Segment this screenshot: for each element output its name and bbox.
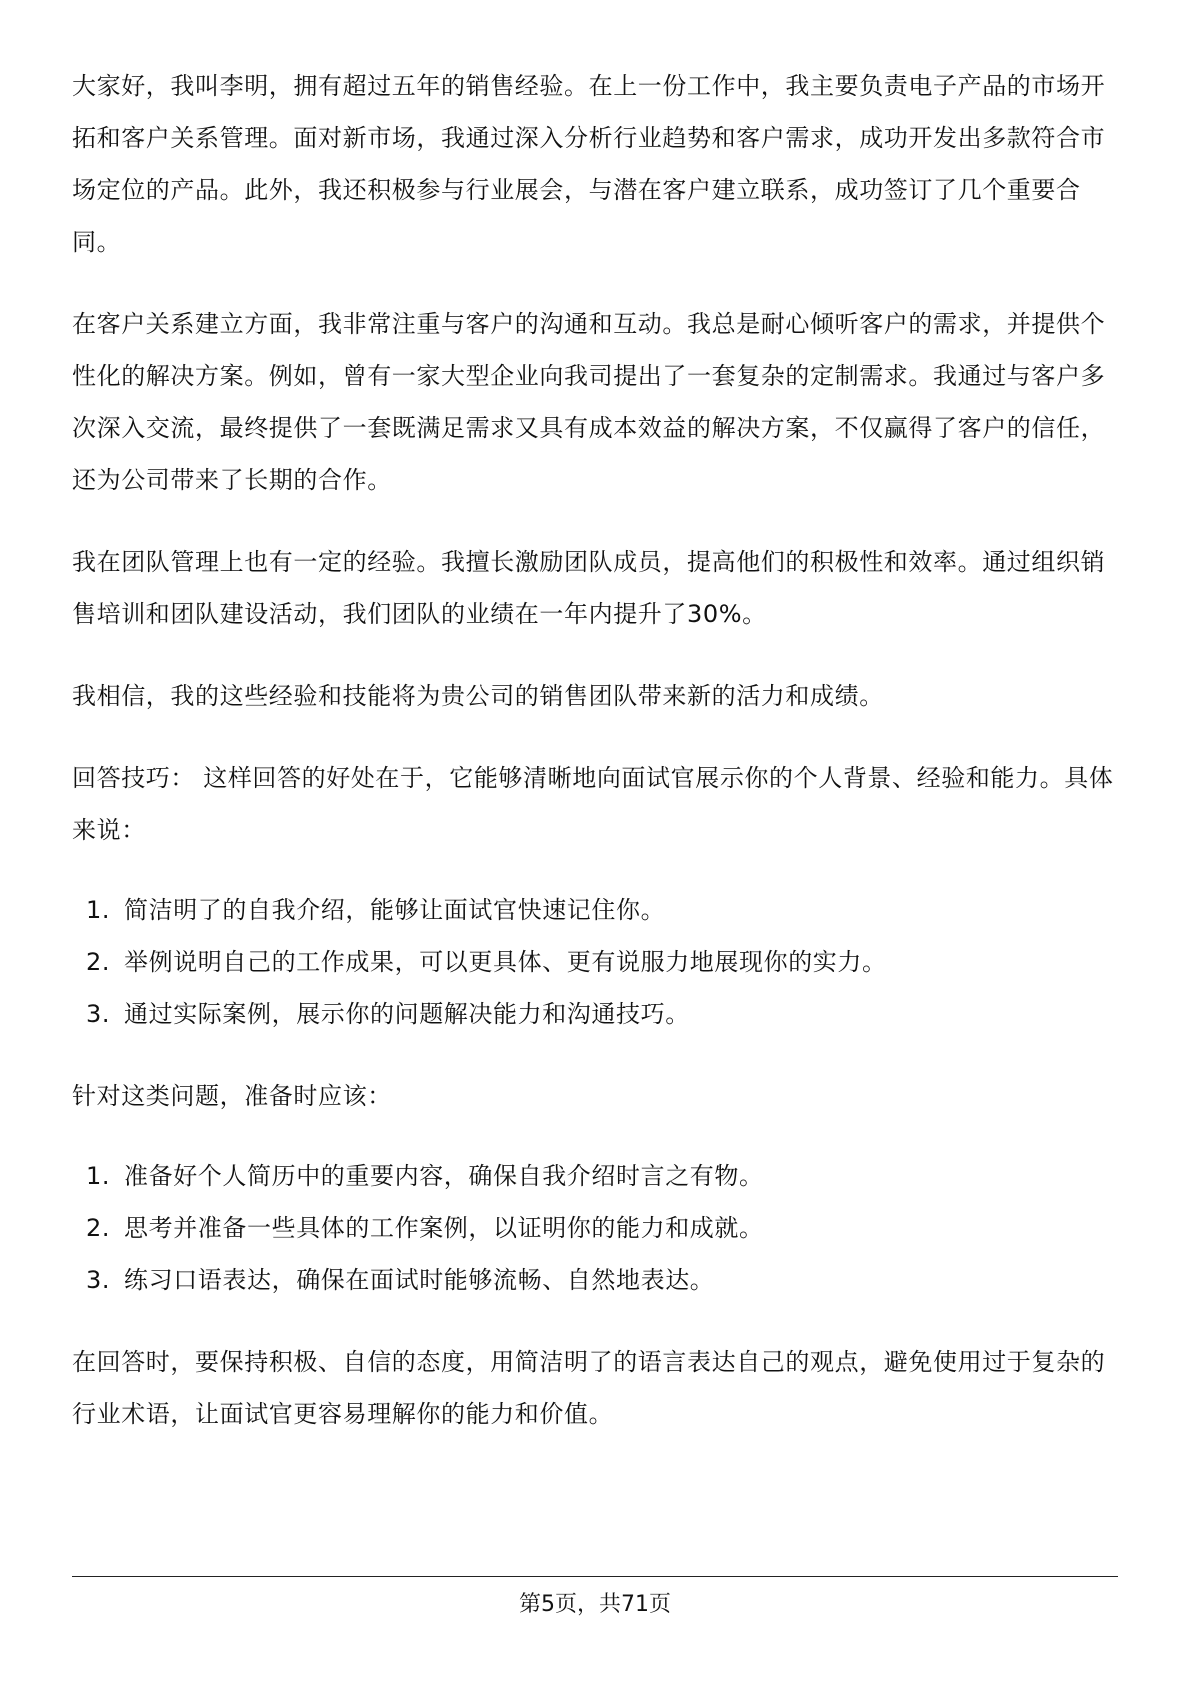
paragraph-conclusion: 我相信，我的这些经验和技能将为贵公司的销售团队带来新的活力和成绩。 <box>72 682 884 710</box>
list-item-text: 举例说明自己的工作成果，可以更具体、更有说服力地展现你的实力。 <box>124 948 887 976</box>
paragraph-preparation: 针对这类问题，准备时应该： <box>72 1082 392 1110</box>
list-item <box>72 988 1118 1040</box>
list-item-number: 2. <box>86 948 111 976</box>
preparation-list <box>72 1150 1118 1306</box>
list-item-text: 准备好个人简历中的重要内容，确保自我介绍时言之有物。 <box>124 1162 764 1190</box>
list-item-text: 通过实际案例，展示你的问题解决能力和沟通技巧。 <box>124 1000 690 1028</box>
list-item <box>72 936 1118 988</box>
footer-divider <box>72 1576 1118 1577</box>
paragraph-intro: 大家好，我叫李明，拥有超过五年的销售经验。在上一份工作中，我主要负责电子产品的市场开拓和客户关系管理。面对新市场，我通过深入分析行业趋势和客户需求，成功开发出多款符合市场定位的产品。此外，我还积极参与行业展会，与潜在客户建立联系，成功签订了几个重要合同。 <box>72 72 1106 256</box>
paragraph-team-management: 我在团队管理上也有一定的经验。我擅长激励团队成员，提高他们的积极性和效率。通过组织销售培训和团队建设活动，我们团队的业绩在一年内提升了30%。 <box>72 548 1106 628</box>
paragraph-closing-advice: 在回答时，要保持积极、自信的态度，用简洁明了的语言表达自己的观点，避免使用过于复杂的行业术语，让面试官更容易理解你的能力和价值。 <box>72 1348 1106 1428</box>
list-item-number: 3. <box>86 1266 111 1294</box>
list-item-text: 简洁明了的自我介绍，能够让面试官快速记住你。 <box>124 896 666 924</box>
list-item-number: 1. <box>86 896 111 924</box>
list-item-number: 3. <box>86 1000 111 1028</box>
list-item <box>72 1150 1118 1202</box>
list-item <box>72 1202 1118 1254</box>
document-body <box>72 60 1118 1440</box>
list-item-number: 2. <box>86 1214 111 1242</box>
list-item-number: 1. <box>86 1162 111 1190</box>
list-item-text: 练习口语表达，确保在面试时能够流畅、自然地表达。 <box>124 1266 715 1294</box>
page-number: 第5页，共71页 <box>519 1592 671 1617</box>
paragraph-answer-tips: 回答技巧： 这样回答的好处在于，它能够清晰地向面试官展示你的个人背景、经验和能力。具体来说： <box>72 764 1114 844</box>
paragraph-customer-relations: 在客户关系建立方面，我非常注重与客户的沟通和互动。我总是耐心倾听客户的需求，并提供个性化的解决方案。例如，曾有一家大型企业向我司提出了一套复杂的定制需求。我通过与客户多次深入交流，最终提供了一套既满足需求又具有成本效益的解决方案，不仅赢得了客户的信任，还为公司带来了长期的合作。 <box>72 310 1106 494</box>
list-item <box>72 1254 1118 1306</box>
list-item-text: 思考并准备一些具体的工作案例，以证明你的能力和成就。 <box>124 1214 764 1242</box>
list-item <box>72 884 1118 936</box>
tips-list <box>72 884 1118 1040</box>
